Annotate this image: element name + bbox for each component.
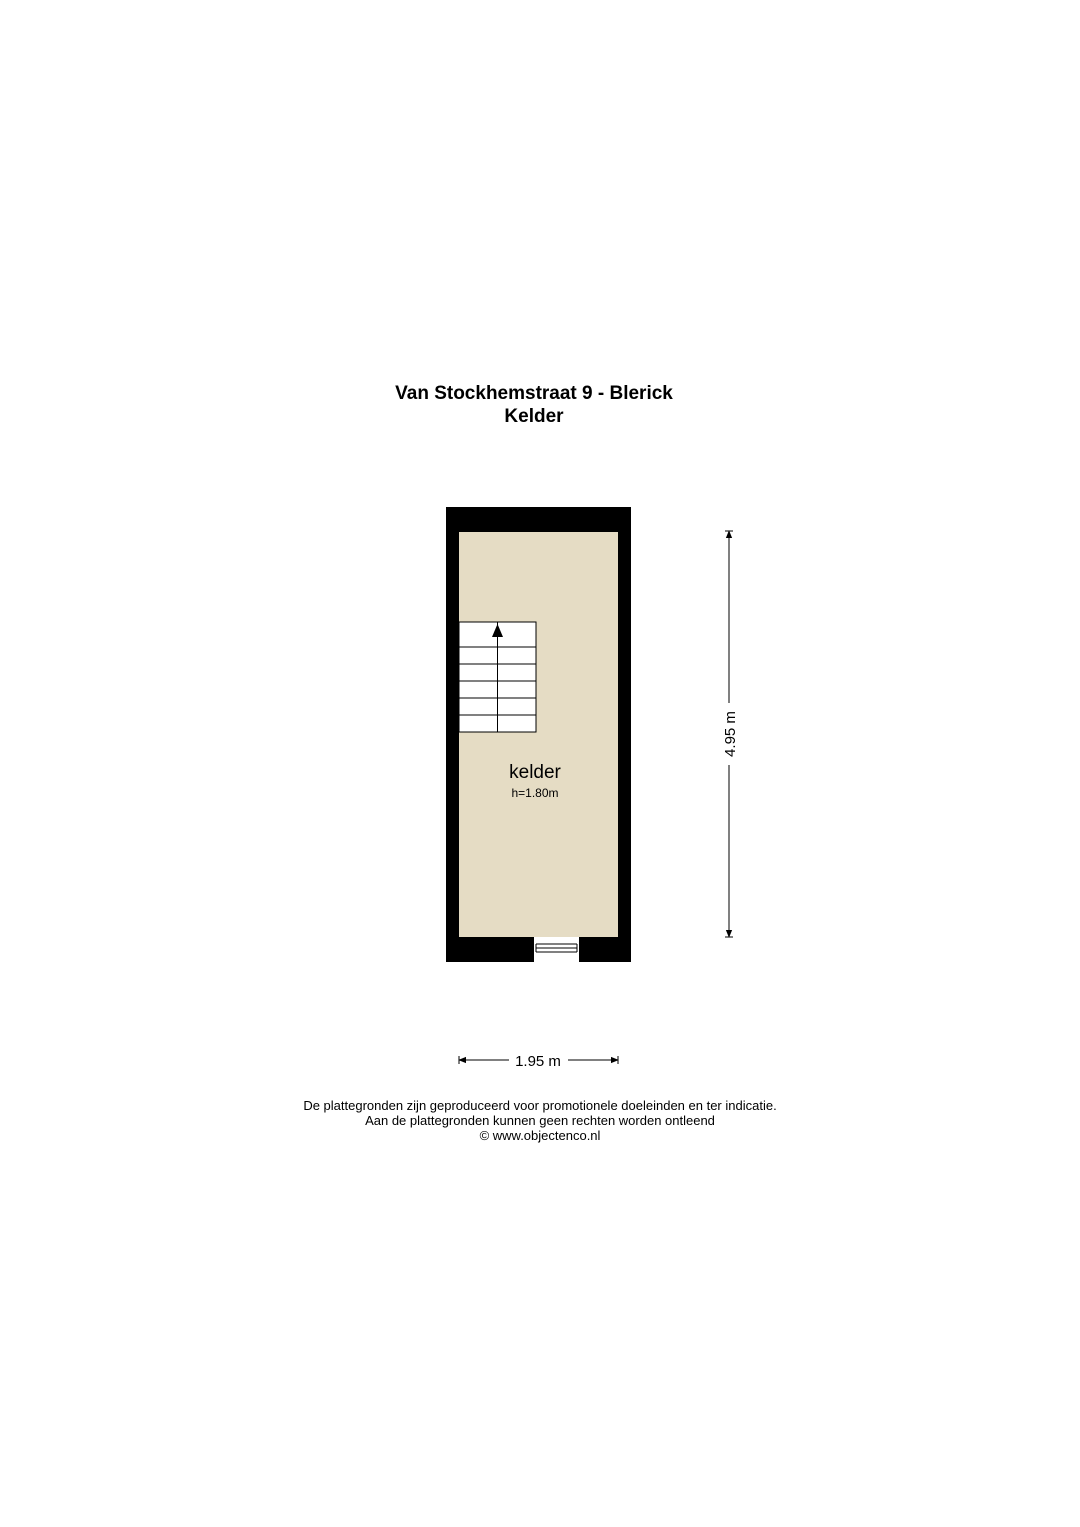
length-dimension-label: 4.95 m <box>722 711 739 757</box>
staircase <box>459 622 536 732</box>
disclaimer-line-2: Aan de plattegronden kunnen geen rechten worden ontleend <box>365 1113 715 1128</box>
door-opening <box>534 937 579 962</box>
room-height-label: h=1.80m <box>511 786 559 800</box>
room-label: kelder <box>509 762 561 783</box>
room-floor <box>459 532 618 937</box>
width-dimension-label: 1.95 m <box>515 1053 561 1070</box>
plan-floor-name: Kelder <box>504 406 564 427</box>
copyright-line: © www.objectenco.nl <box>479 1128 601 1143</box>
disclaimer-line-1: De plattegronden zijn geproduceerd voor promotionele doeleinden en ter indicatie. <box>303 1098 777 1113</box>
plan-title: Van Stockhemstraat 9 - Blerick <box>395 383 673 404</box>
